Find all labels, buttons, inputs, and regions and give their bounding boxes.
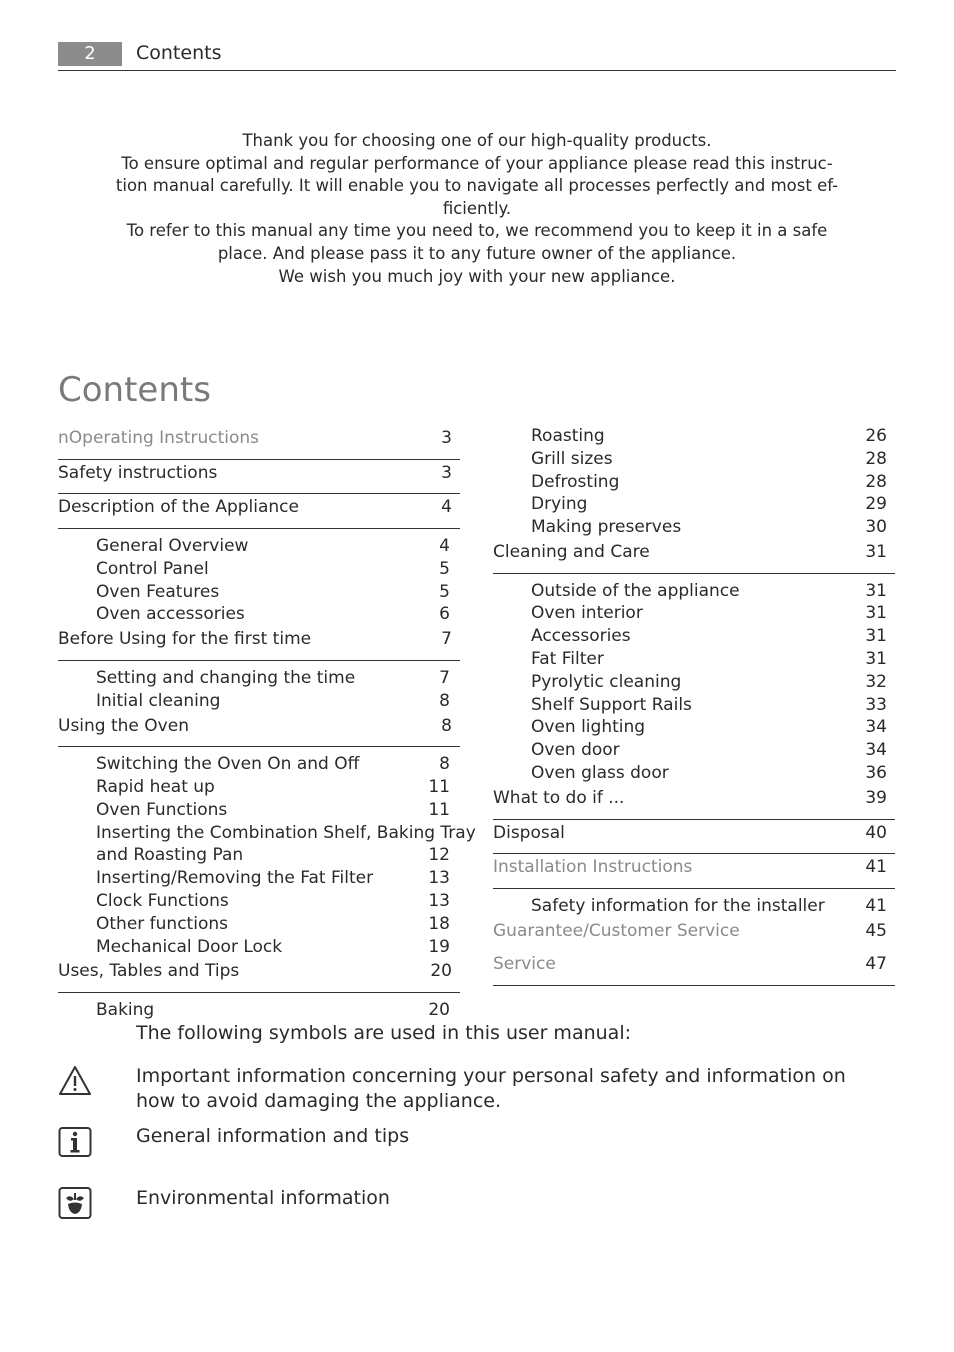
intro-line: We wish you much joy with your new appliance. [278,266,676,286]
toc-label: Oven glass door [531,763,669,784]
toc-subentry [58,753,460,776]
toc-label: Service [493,954,556,975]
contents-title: Contents [58,370,211,410]
toc-label: Other functions [96,913,228,934]
toc-label: Uses, Tables and Tips [58,961,240,982]
toc-page-number: 11 [428,799,450,820]
toc-subentry [493,762,895,785]
toc-label: Control Panel [96,558,209,579]
toc-label: Baking [96,1000,155,1021]
toc-label: Clock Functions [96,891,229,911]
toc-page-number: 31 [865,649,887,670]
symbol-info-text: General information and tips [136,1125,410,1147]
toc-page-number: 41 [865,857,887,878]
toc-page-number: 47 [865,954,887,975]
toc-entry [58,494,460,529]
toc-label: Outside of the appliance [531,580,740,601]
toc-page-number: 26 [865,426,887,446]
toc-page-number: 5 [439,581,450,602]
toc-page-number: 4 [439,536,450,557]
toc-page-number: 18 [428,913,450,934]
toc-page-number: 12 [428,845,450,866]
toc-label: Accessories [531,626,631,647]
toc-page-number: 8 [439,690,450,711]
toc-label: What to do if ... [493,787,625,808]
toc-label: Rapid heat up [96,777,215,798]
toc-entry [493,854,895,889]
toc-subentry [493,448,895,471]
toc-label: Cleaning and Care [493,541,650,562]
toc-label: Safety instructions [58,462,218,483]
toc-subentry [493,671,895,694]
toc-subentry [58,667,460,690]
toc-label: Before Using for the first time [58,629,312,650]
toc-entry [493,951,895,986]
toc-label: Initial cleaning [96,690,221,711]
toc-label: Inserting the Combination Shelf, Baking Tray [96,822,476,843]
toc-subentry [58,558,460,581]
toc-label: Pyrolytic cleaning [531,671,682,692]
toc-page-number: 39 [865,787,887,808]
intro-line: To refer to this manual any time you need to, we recommend you to keep it in a safe [126,221,828,241]
toc-label: Shelf Support Rails [531,694,692,715]
intro-line: tion manual carefully. It will enable you to navigate all processes perfectly and most ef- [115,176,839,196]
toc-label: General Overview [96,536,249,557]
toc-page-number: 41 [865,895,887,916]
toc-page-number: 34 [865,740,887,761]
toc-page-number: 33 [865,694,887,715]
toc-entry [493,918,895,952]
toc-subentry [58,936,460,959]
toc-label: Mechanical Door Lock [96,936,283,957]
environment-leaf-icon [58,1186,92,1220]
toc-subentry [493,895,895,918]
toc-entry [493,820,895,855]
toc-page-number: 34 [865,717,887,738]
toc-label: Oven Features [96,581,220,602]
toc-subentry [58,690,460,713]
toc-label: Using the Oven [58,715,189,736]
toc-right-column [493,425,895,986]
toc-entry [58,425,460,460]
toc-page-number: 28 [865,471,887,492]
intro-text [110,130,844,288]
toc-page-number: 30 [865,517,887,538]
toc-subentry [58,999,460,1022]
toc-subentry [493,493,895,516]
toc-page-number: 45 [865,920,887,941]
symbol-environment-text: Environmental information [136,1187,390,1209]
toc-page-number: 31 [865,580,887,601]
toc-label: and Roasting Pan [96,845,244,866]
toc-label: Oven Functions [96,799,228,820]
toc-label: Fat Filter [531,649,604,670]
toc-label: Disposal [493,822,565,843]
toc-subentry [493,425,895,448]
toc-entry [58,713,460,748]
toc-label: Inserting/Removing the Fat Filter [96,868,374,889]
toc-page-number: 7 [439,667,450,688]
toc-label: Oven accessories [96,604,245,625]
toc-page-number: 36 [865,763,887,784]
toc-page-number: 40 [865,822,887,843]
info-icon [58,1124,92,1158]
toc-page-number: 8 [441,715,452,736]
toc-label: Oven lighting [531,717,646,738]
toc-subentry [493,602,895,625]
toc-subentry [58,844,460,867]
toc-entry [58,460,460,495]
toc-subentry [58,890,460,913]
toc-subentry [58,799,460,822]
toc-entry [58,626,460,661]
toc-page-number: 31 [865,603,887,624]
symbols-intro: The following symbols are used in this user manual: [136,1022,631,1044]
toc-entry [493,539,895,574]
toc-page-number: 7 [441,629,452,650]
toc-page-number: 19 [428,936,450,957]
intro-line: ficiently. [442,198,512,218]
toc-label: Making preserves [531,517,682,538]
header-title: Contents [136,42,222,64]
toc-label: nOperating Instructions [58,428,260,448]
toc-page-number: 13 [428,891,450,911]
toc-subentry [493,625,895,648]
toc-page-number: 13 [428,868,450,889]
toc-page-number: 6 [439,604,450,625]
toc-label: Safety information for the installer [531,895,825,916]
page-number-badge: 2 [58,42,122,66]
toc-subentry [58,535,460,558]
toc-page-number: 20 [430,961,452,982]
toc-page-number: 11 [428,777,450,798]
toc-label: Defrosting [531,471,620,492]
intro-line: To ensure optimal and regular performance of your appliance please read this instruc- [121,153,833,173]
toc-left-column [58,425,476,1022]
toc-page-number: 32 [865,671,887,692]
toc-subentry [58,581,460,604]
page-header [58,40,896,71]
toc-label: Oven door [531,740,620,761]
toc-page-number: 31 [865,541,887,562]
toc-subentry [493,739,895,762]
symbol-warning-text: Important information concerning your personal safety and information on how to avoid damaging the appliance. [136,1065,846,1112]
toc-label: Guarantee/Customer Service [493,920,740,941]
toc-entry [493,785,895,820]
toc-subentry [493,694,895,717]
toc-subentry [493,516,895,539]
toc-page-number: 31 [865,626,887,647]
toc-subentry [58,776,460,799]
toc-subentry [58,822,476,845]
warning-triangle-icon [58,1064,92,1098]
toc-subentry [58,913,460,936]
toc-subentry [493,580,895,603]
toc-page-number: 28 [865,448,887,469]
intro-line: Thank you for choosing one of our high-quality products. [242,131,712,150]
toc-label: Description of the Appliance [58,497,299,518]
toc-page-number: 4 [441,497,452,518]
toc-label: Oven interior [531,603,643,624]
toc-label: Drying [531,494,588,515]
toc-label: Switching the Oven On and Off [96,754,360,775]
toc-page-number: 8 [439,754,450,775]
toc-page-number: 3 [441,428,452,448]
toc-label: Installation Instructions [493,857,693,878]
toc-subentry [493,648,895,671]
toc-label: Grill sizes [531,448,613,469]
toc-label: Roasting [531,426,605,446]
toc-label: Setting and changing the time [96,667,356,688]
toc-subentry [58,603,460,626]
toc-page-number: 20 [428,1000,450,1021]
intro-line: place. And please pass it to any future owner of the appliance. [217,243,737,263]
toc-page-number: 3 [441,462,452,483]
toc-subentry [493,716,895,739]
toc-page-number: 29 [865,494,887,515]
toc-subentry [493,471,895,494]
toc-entry [58,958,460,993]
toc-subentry [58,867,460,890]
toc-page-number: 5 [439,558,450,579]
